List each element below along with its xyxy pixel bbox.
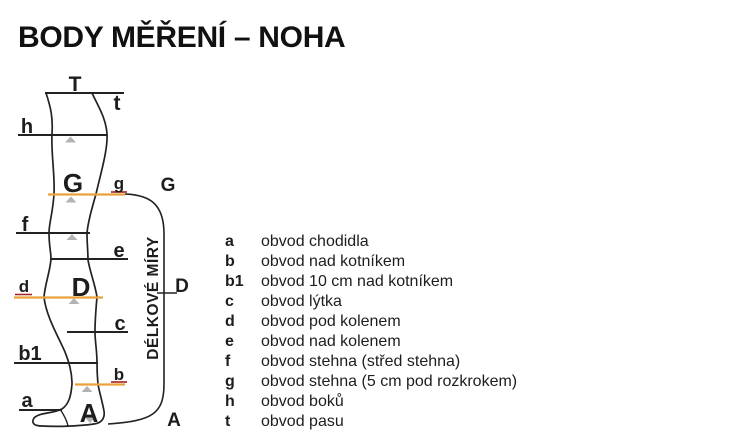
legend-text: obvod nad kolenem bbox=[261, 333, 401, 350]
label-T: T bbox=[68, 73, 82, 96]
legend-key: t bbox=[225, 413, 231, 430]
label-t: t bbox=[113, 92, 121, 115]
legend-item bbox=[222, 352, 552, 372]
legend-text: obvod pod kolenem bbox=[261, 313, 401, 330]
label-b: b bbox=[113, 365, 125, 384]
label-A-bracket: A bbox=[167, 410, 181, 431]
legend-key: b bbox=[225, 253, 235, 270]
leg-measurement-diagram bbox=[0, 0, 210, 441]
label-b1: b1 bbox=[18, 343, 42, 365]
legend-item bbox=[222, 312, 552, 332]
label-d: d bbox=[18, 277, 30, 296]
legend-item bbox=[222, 412, 552, 432]
label-D-bracket: D bbox=[175, 276, 189, 297]
label-G-bracket: G bbox=[160, 175, 176, 196]
label-g: g bbox=[113, 174, 125, 193]
legend-text: obvod chodidla bbox=[261, 233, 369, 250]
legend bbox=[222, 232, 552, 432]
legend-key: e bbox=[225, 333, 234, 350]
legend-item bbox=[222, 252, 552, 272]
label-a: a bbox=[21, 390, 33, 412]
legend-text: obvod stehna (střed stehna) bbox=[261, 353, 461, 370]
label-h: h bbox=[20, 116, 34, 138]
legend-item bbox=[222, 292, 552, 312]
label-f: f bbox=[21, 214, 29, 236]
page-title: BODY MĚŘENÍ – NOHA bbox=[18, 21, 346, 54]
label-e: e bbox=[113, 240, 125, 262]
legend-item bbox=[222, 332, 552, 352]
legend-key: c bbox=[225, 293, 234, 310]
label-c: c bbox=[114, 313, 126, 335]
legend-text: obvod pasu bbox=[261, 413, 344, 430]
legend-key: d bbox=[225, 313, 235, 330]
legend-key: a bbox=[225, 233, 234, 250]
legend-item bbox=[222, 272, 552, 292]
legend-key: h bbox=[225, 393, 235, 410]
legend-key: b1 bbox=[225, 273, 244, 290]
legend-item bbox=[222, 372, 552, 392]
legend-text: obvod lýtka bbox=[261, 293, 342, 310]
label-G-big: G bbox=[62, 168, 84, 198]
legend-key: g bbox=[225, 373, 235, 390]
legend-text: obvod stehna (5 cm pod rozkrokem) bbox=[261, 373, 518, 390]
label-A-big: A bbox=[79, 398, 99, 428]
legend-key: f bbox=[225, 353, 231, 370]
length-axis-label: DÉLKOVÉ MÍRY bbox=[145, 236, 162, 360]
legend-text: obvod 10 cm nad kotníkem bbox=[261, 273, 454, 290]
legend-text: obvod boků bbox=[261, 393, 344, 410]
legend-item bbox=[222, 392, 552, 412]
label-D-big: D bbox=[71, 272, 91, 302]
legend-item bbox=[222, 232, 552, 252]
legend-text: obvod nad kotníkem bbox=[261, 253, 406, 270]
